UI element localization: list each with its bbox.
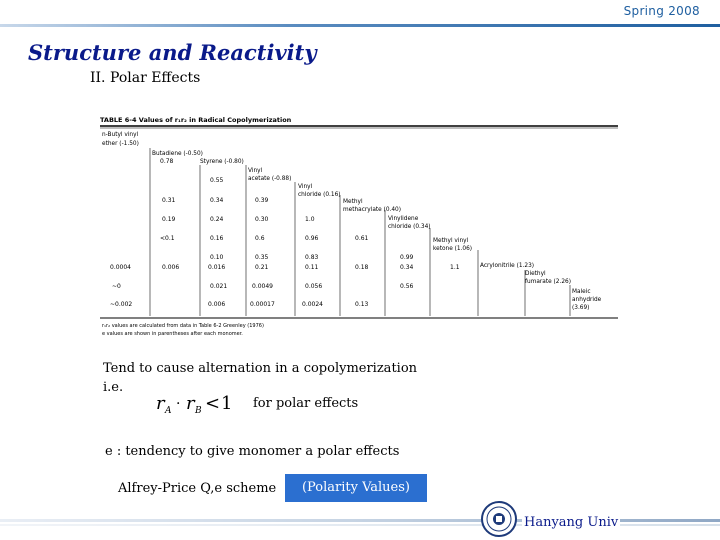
table-cell: 0.0004 bbox=[110, 264, 131, 271]
table-cell: 0.55 bbox=[210, 177, 224, 184]
body-line-alternation: Tend to cause alternation in a copolymerization bbox=[103, 361, 418, 376]
table-cell: 0.21 bbox=[255, 264, 269, 271]
season-label: Spring 2008 bbox=[623, 4, 700, 18]
monomer-label: Vinyl bbox=[298, 184, 313, 190]
table-cell: 0.056 bbox=[305, 283, 323, 290]
svg-text:B: B bbox=[195, 406, 202, 416]
monomer-label: anhydride bbox=[572, 297, 602, 303]
table-cell: 0.6 bbox=[255, 235, 265, 242]
monomer-label: Vinylidene bbox=[388, 216, 419, 222]
monomer-label: fumarate (2.26) bbox=[525, 279, 571, 285]
monomer-label: Styrene (-0.80) bbox=[200, 159, 244, 165]
table-cell: 0.006 bbox=[208, 301, 226, 308]
table-cell: 0.10 bbox=[210, 254, 224, 261]
header-bar bbox=[0, 0, 720, 28]
monomer-label: Methyl bbox=[343, 199, 363, 205]
table-cell: 0.11 bbox=[305, 264, 319, 271]
body-line-tendency: e : tendency to give monomer a polar effects bbox=[105, 444, 400, 459]
monomer-label: Butadiene (-0.50) bbox=[152, 151, 203, 157]
svg-text:·: · bbox=[176, 396, 181, 412]
table-cell: 0.31 bbox=[162, 197, 176, 204]
table-footnote: r₁r₂ values are calculated from data in Table 6-2 Greenley (1976) bbox=[102, 323, 264, 329]
monomer-label: ketone (1.06) bbox=[433, 246, 473, 252]
table-cell: 0.34 bbox=[400, 264, 414, 271]
reactivity-table-image bbox=[100, 110, 620, 343]
monomer-label: acetate (-0.88) bbox=[248, 176, 292, 182]
monomer-label: Maleic bbox=[572, 289, 591, 295]
body-line-ie: i.e. bbox=[103, 380, 124, 395]
monomer-label: methacrylate (0.40) bbox=[343, 207, 401, 213]
table-cell: 0.83 bbox=[305, 254, 319, 261]
monomer-label: Methyl vinyl bbox=[433, 238, 469, 244]
table-grid bbox=[150, 148, 570, 316]
table-footnote: e values are shown in parentheses after each monomer. bbox=[102, 331, 243, 337]
monomer-label: ether (-1.50) bbox=[102, 141, 139, 147]
polarity-values-box: (Polarity Values) bbox=[285, 474, 427, 502]
table-cell: 0.96 bbox=[305, 235, 319, 242]
monomer-headings bbox=[102, 132, 602, 311]
slide-title: Structure and Reactivity bbox=[28, 40, 317, 65]
header-rule bbox=[0, 24, 720, 27]
svg-text:<: < bbox=[205, 393, 221, 414]
table-caption: TABLE 6-4 Values of r₁r₂ in Radical Copolymerization bbox=[100, 116, 292, 124]
table-cell: 0.24 bbox=[210, 216, 224, 223]
monomer-label: Acrylonitrile (1.23) bbox=[480, 263, 535, 269]
table-cell: 0.021 bbox=[210, 283, 228, 290]
svg-text:r: r bbox=[156, 393, 165, 414]
table-cell: 0.78 bbox=[160, 158, 174, 165]
table-cell: 0.34 bbox=[210, 197, 224, 204]
table-cell: 0.13 bbox=[355, 301, 369, 308]
table-cell: 0.56 bbox=[400, 283, 414, 290]
table-cell: 0.99 bbox=[400, 254, 414, 261]
formula-caption: for polar effects bbox=[253, 396, 359, 411]
table-cell: 0.61 bbox=[355, 235, 369, 242]
table-cell: 0.16 bbox=[210, 235, 224, 242]
formula-image bbox=[148, 387, 238, 417]
monomer-label: chloride (0.16) bbox=[298, 192, 341, 198]
table-cell: 1.0 bbox=[305, 216, 315, 223]
monomer-label: n-Butyl vinyl bbox=[102, 132, 139, 138]
reactivity-table bbox=[100, 110, 620, 343]
table-cell: 1.1 bbox=[450, 264, 460, 271]
table-cell: 0.30 bbox=[255, 216, 269, 223]
table-cell: 0.00017 bbox=[250, 301, 275, 308]
table-cell: 0.39 bbox=[255, 197, 269, 204]
footer bbox=[0, 500, 720, 540]
monomer-label: chloride (0.34) bbox=[388, 224, 431, 230]
svg-text:A: A bbox=[165, 406, 172, 416]
table-cell: 0.006 bbox=[162, 264, 180, 271]
monomer-label: Diethyl bbox=[525, 271, 546, 277]
university-name: Hanyang Univ bbox=[524, 515, 619, 530]
svg-text:1: 1 bbox=[221, 393, 233, 414]
body-line-alfrey: Alfrey-Price Q,e scheme bbox=[118, 481, 277, 496]
table-cell: 0.19 bbox=[162, 216, 176, 223]
table-cell: 0.0024 bbox=[302, 301, 323, 308]
table-cell: 0.016 bbox=[208, 264, 226, 271]
svg-text:r: r bbox=[186, 393, 195, 414]
table-cell: <0.1 bbox=[160, 235, 175, 242]
table-cell: 0.18 bbox=[355, 264, 369, 271]
table-cell: 0.0049 bbox=[252, 283, 273, 290]
table-cell: ~0 bbox=[112, 283, 121, 290]
table-cell: 0.35 bbox=[255, 254, 269, 261]
slide-subtitle: II. Polar Effects bbox=[90, 70, 201, 86]
university-seal-icon bbox=[480, 500, 518, 538]
monomer-label: (3.69) bbox=[572, 305, 590, 311]
table-cell: ~0.002 bbox=[110, 301, 133, 308]
monomer-label: Vinyl bbox=[248, 168, 263, 174]
